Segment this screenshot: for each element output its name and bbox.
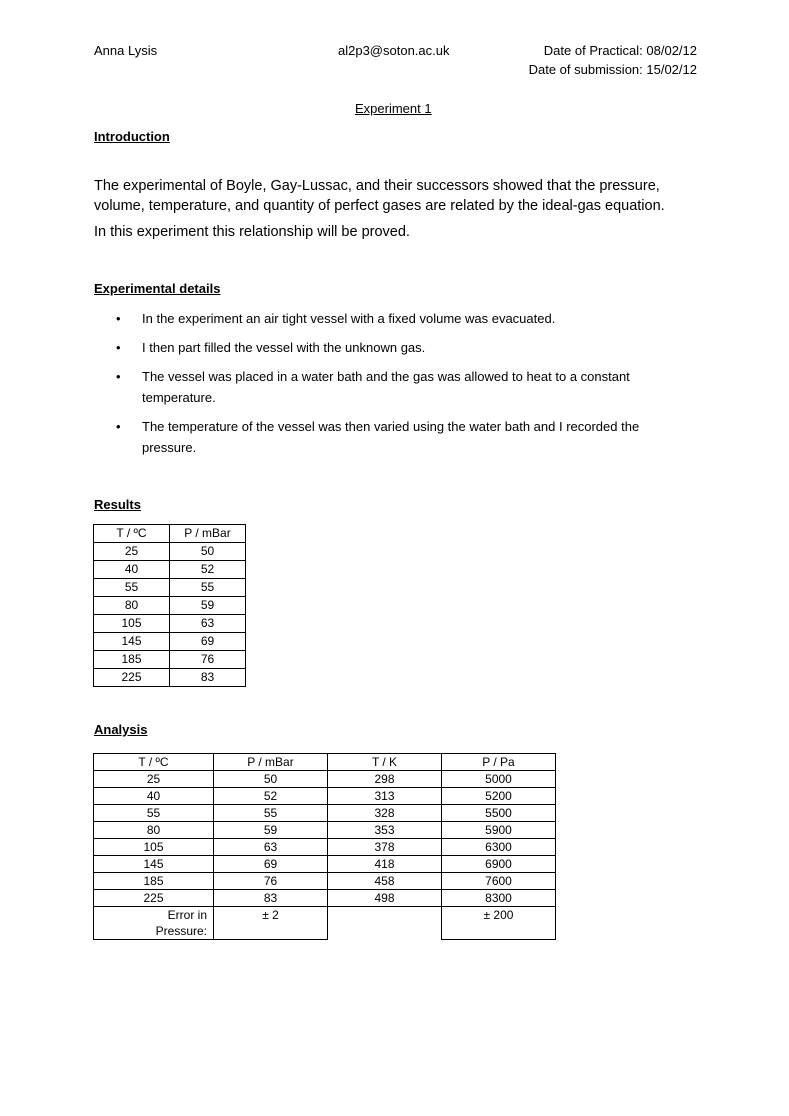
cell: 225: [94, 669, 170, 687]
error-label-line: Error in: [167, 908, 207, 922]
cell: 7600: [442, 873, 556, 890]
cell: 52: [170, 561, 246, 579]
cell: 55: [94, 579, 170, 597]
cell: 105: [94, 839, 214, 856]
cell: 63: [214, 839, 328, 856]
list-item: [116, 337, 676, 358]
list-item: [116, 366, 676, 408]
table-row: [94, 822, 556, 839]
cell: 105: [94, 615, 170, 633]
list-item: [116, 416, 676, 458]
cell: 80: [94, 597, 170, 615]
cell: 498: [328, 890, 442, 907]
column-header: T / ºC: [94, 754, 214, 771]
cell: 6300: [442, 839, 556, 856]
introduction-paragraph-2: In this experiment this relationship will be proved.: [94, 224, 410, 240]
cell: 55: [94, 805, 214, 822]
cell: 145: [94, 856, 214, 873]
table-row: [94, 543, 246, 561]
table-row: [94, 615, 246, 633]
column-header: P / mBar: [214, 754, 328, 771]
cell: 80: [94, 822, 214, 839]
cell: 185: [94, 873, 214, 890]
table-row: [94, 839, 556, 856]
introduction-heading: Introduction: [94, 129, 170, 144]
practical-date: Date of Practical: 08/02/12: [543, 43, 697, 58]
table-row: [94, 873, 556, 890]
cell: 76: [170, 651, 246, 669]
cell: 298: [328, 771, 442, 788]
table-row: [94, 890, 556, 907]
cell: 458: [328, 873, 442, 890]
table-row: [94, 561, 246, 579]
cell: 59: [170, 597, 246, 615]
cell: 328: [328, 805, 442, 822]
column-header: T / K: [328, 754, 442, 771]
list-item: [116, 308, 676, 329]
error-mbar-cell: ± 2: [214, 907, 328, 940]
table-row: [94, 856, 556, 873]
cell: 55: [214, 805, 328, 822]
page-title: Experiment 1: [355, 101, 432, 116]
cell: 50: [214, 771, 328, 788]
cell: 69: [170, 633, 246, 651]
cell: 5200: [442, 788, 556, 805]
bullet-icon: •: [116, 369, 121, 384]
table-row: [94, 651, 246, 669]
cell: 378: [328, 839, 442, 856]
cell: 55: [170, 579, 246, 597]
cell: 5900: [442, 822, 556, 839]
cell: 225: [94, 890, 214, 907]
cell: 5000: [442, 771, 556, 788]
table-row: [94, 805, 556, 822]
introduction-paragraph-1: The experimental of Boyle, Gay-Lussac, and their successors showed that the pressure, volume, temperature, and quantity of perfect gases are related by the ideal-gas equation.: [94, 178, 665, 214]
cell: 25: [94, 771, 214, 788]
table-row: [94, 597, 246, 615]
bullet-text: In the experiment an air tight vessel with a fixed volume was evacuated.: [142, 311, 556, 326]
table-header-row: [94, 525, 246, 543]
cell: 418: [328, 856, 442, 873]
bullet-text: The temperature of the vessel was then varied using the water bath and I recorded the pressure.: [142, 419, 640, 455]
cell: 40: [94, 788, 214, 805]
error-label-line: Pressure:: [155, 924, 207, 938]
experimental-heading: Experimental details: [94, 281, 221, 296]
bullet-text: I then part filled the vessel with the unknown gas.: [142, 340, 426, 355]
error-label-cell: [94, 907, 214, 940]
bullet-icon: •: [116, 311, 121, 326]
cell: 145: [94, 633, 170, 651]
empty-cell: [328, 907, 442, 940]
cell: 83: [214, 890, 328, 907]
cell: 25: [94, 543, 170, 561]
experimental-bullet-list: [116, 308, 676, 466]
cell: 185: [94, 651, 170, 669]
column-header: P / mBar: [170, 525, 246, 543]
table-row: [94, 771, 556, 788]
analysis-table: [93, 753, 556, 940]
error-pa-cell: ± 200: [442, 907, 556, 940]
cell: 6900: [442, 856, 556, 873]
table-row: [94, 633, 246, 651]
cell: 353: [328, 822, 442, 839]
cell: 69: [214, 856, 328, 873]
cell: 5500: [442, 805, 556, 822]
bullet-icon: •: [116, 419, 121, 434]
cell: 50: [170, 543, 246, 561]
table-row: [94, 579, 246, 597]
cell: 76: [214, 873, 328, 890]
bullet-text: The vessel was placed in a water bath and the gas was allowed to heat to a constant temperature.: [142, 369, 630, 405]
bullet-icon: •: [116, 340, 121, 355]
cell: 83: [170, 669, 246, 687]
table-row: [94, 788, 556, 805]
error-row: [94, 907, 556, 940]
cell: 52: [214, 788, 328, 805]
column-header: P / Pa: [442, 754, 556, 771]
table-row: [94, 669, 246, 687]
cell: 59: [214, 822, 328, 839]
cell: 63: [170, 615, 246, 633]
results-heading: Results: [94, 497, 141, 512]
cell: 313: [328, 788, 442, 805]
table-header-row: [94, 754, 556, 771]
column-header: T / ºC: [94, 525, 170, 543]
analysis-heading: Analysis: [94, 722, 148, 737]
author-email: al2p3@soton.ac.uk: [338, 43, 450, 58]
cell: 8300: [442, 890, 556, 907]
cell: 40: [94, 561, 170, 579]
results-table: [93, 524, 246, 687]
submission-date: Date of submission: 15/02/12: [528, 62, 697, 77]
author-name: Anna Lysis: [94, 43, 158, 58]
